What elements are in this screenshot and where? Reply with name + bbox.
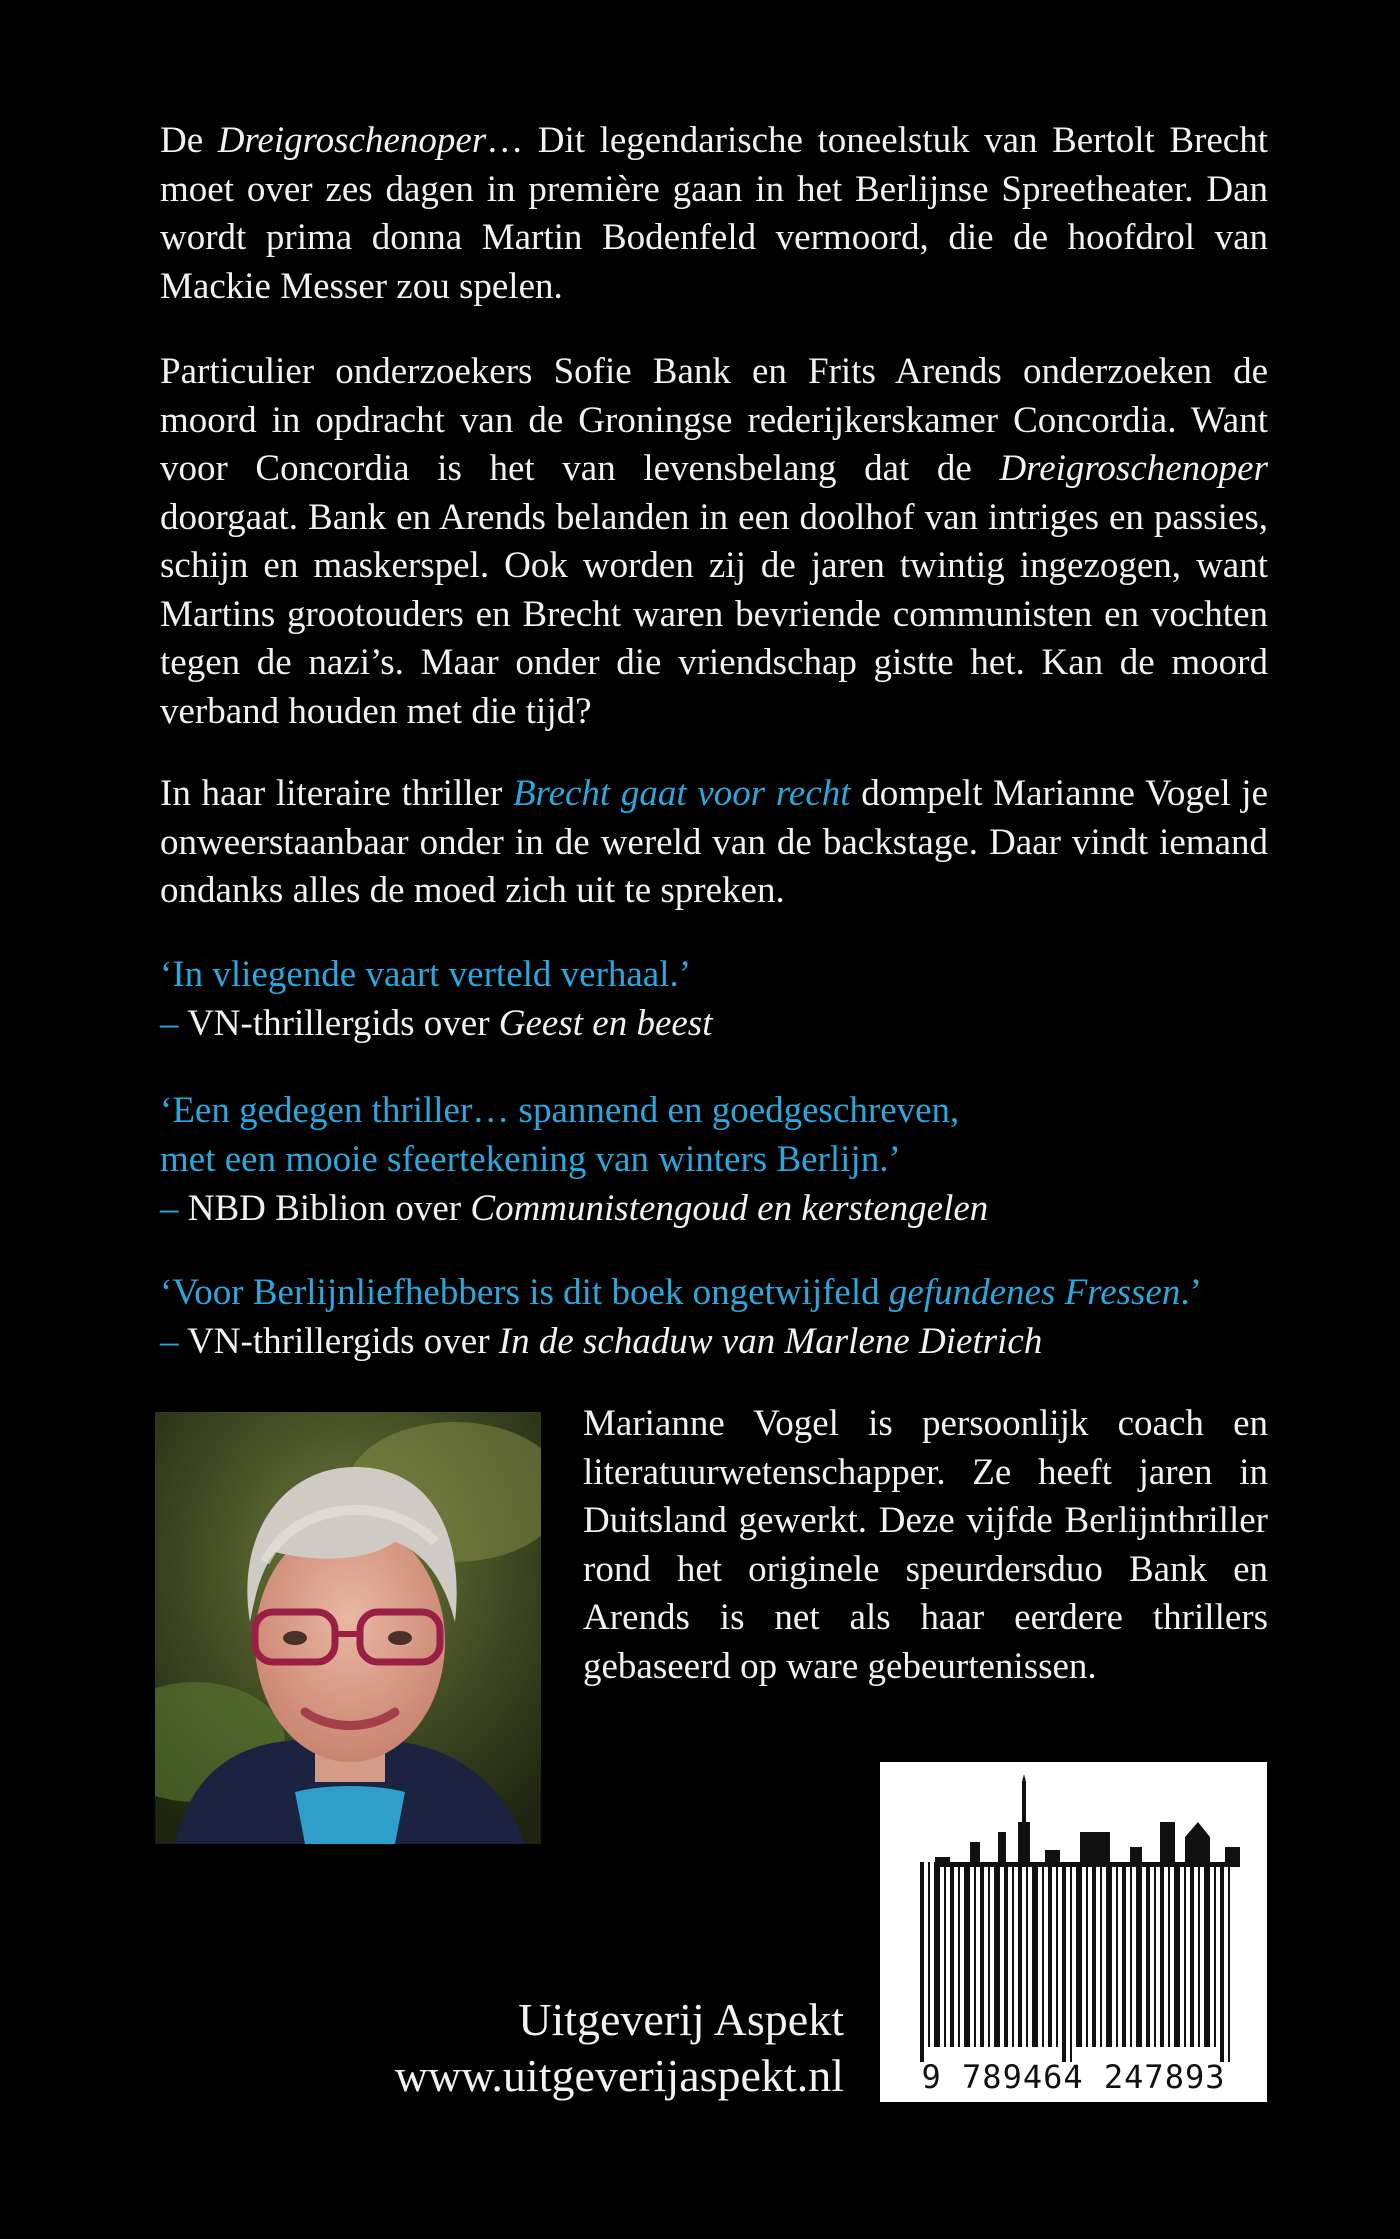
quote-source <box>160 1317 1202 1366</box>
author-photo <box>155 1412 541 1844</box>
quote-italic: gefundenes Fressen <box>888 1272 1181 1313</box>
quote-text: met een mooie sfeertekening van winters Berlijn.’ <box>160 1139 901 1180</box>
play-title: Dreigroschenoper <box>217 120 487 161</box>
barcode-skyline-graphic <box>880 1762 1267 2102</box>
play-title: Dreigroschenoper <box>999 448 1268 489</box>
intro-paragraph-1 <box>160 117 1268 311</box>
author-bio: Marianne Vogel is persoonlijk coach en literatuurwetenschapper. Ze heeft jaren in Duitsland gewerkt. Deze vijfde Berlijnthriller rond het originele speurdersduo Bank en Arends is net als haar eerdere thrillers gebaseerd op ware gebeurtenissen. <box>583 1403 1268 1687</box>
author-portrait-illustration <box>155 1412 541 1844</box>
dash: – <box>160 1188 179 1229</box>
review-quote-1 <box>160 950 712 1048</box>
intro-paragraph-3 <box>160 770 1268 916</box>
intro-paragraph-2 <box>160 348 1268 736</box>
publisher-name: Uitgeverij Aspekt <box>518 1994 844 2045</box>
source-text: NBD Biblion over <box>178 1188 471 1229</box>
quote-text-segment: .’ <box>1180 1272 1202 1313</box>
review-quote-2 <box>160 1086 988 1233</box>
text-segment: In haar literaire thriller <box>160 773 513 814</box>
source-book-title: In de schaduw van Marlene Dietrich <box>498 1321 1043 1362</box>
barcode <box>880 1762 1267 2102</box>
text-segment: doorgaat. Bank en Arends belanden in een doolhof van intriges en passies, schijn en maskerspel. Ook worden zij de jaren twintig ingezogen, want Martins grootouders en Brecht waren bevriende communisten en vochten tegen de nazi’s. Maar onder die vriendschap gistte het. Kan de moord verband houden met die tijd? <box>160 496 1268 732</box>
publisher-url: www.uitgeverijaspekt.nl <box>394 2050 844 2101</box>
source-book-title: Geest en beest <box>498 1003 713 1044</box>
dash: – <box>160 1003 179 1044</box>
quote-text: ‘Een gedegen thriller… spannend en goedgeschreven, <box>160 1090 960 1131</box>
text-segment: Particulier onderzoekers Sofie Bank en Frits Arends onderzoeken de moord in opdracht van de Groningse rederijkerskamer Concordia. Want voor Concordia is het van levensbelang dat de <box>160 351 1268 489</box>
quote-text: ‘In vliegende vaart verteld verhaal.’ <box>160 954 692 995</box>
quote-source <box>160 999 712 1048</box>
text-segment: De <box>160 120 218 161</box>
review-quote-3 <box>160 1268 1202 1366</box>
quote-text <box>160 1268 1202 1317</box>
dash: – <box>160 1321 179 1362</box>
quote-text-segment: ‘Voor Berlijnliefhebbers is dit boek ongetwijfeld <box>160 1272 889 1313</box>
source-text: VN-thrillergids over <box>178 1321 499 1362</box>
source-text: VN-thrillergids over <box>178 1003 499 1044</box>
text-segment: … Dit legendarische toneelstuk van Bertolt Brecht moet over zes dagen in première gaan in het Berlijnse Spreetheater. Dan wordt prima donna Martin Bodenfeld vermoord, die de hoofdrol van Mackie Messer zou spelen. <box>160 120 1268 307</box>
book-title: Brecht gaat voor recht <box>512 773 851 814</box>
publisher-block <box>395 1992 844 2104</box>
text-segment: dompelt Marianne Vogel je onweerstaanbaar onder in de wereld van de backstage. Daar vindt iemand ondanks alles de moed zich uit te spreken. <box>160 773 1268 911</box>
isbn-number: 9 789464 247893 <box>921 2058 1226 2096</box>
source-book-title: Communistengoud en kerstengelen <box>470 1188 989 1229</box>
quote-source <box>160 1184 988 1233</box>
